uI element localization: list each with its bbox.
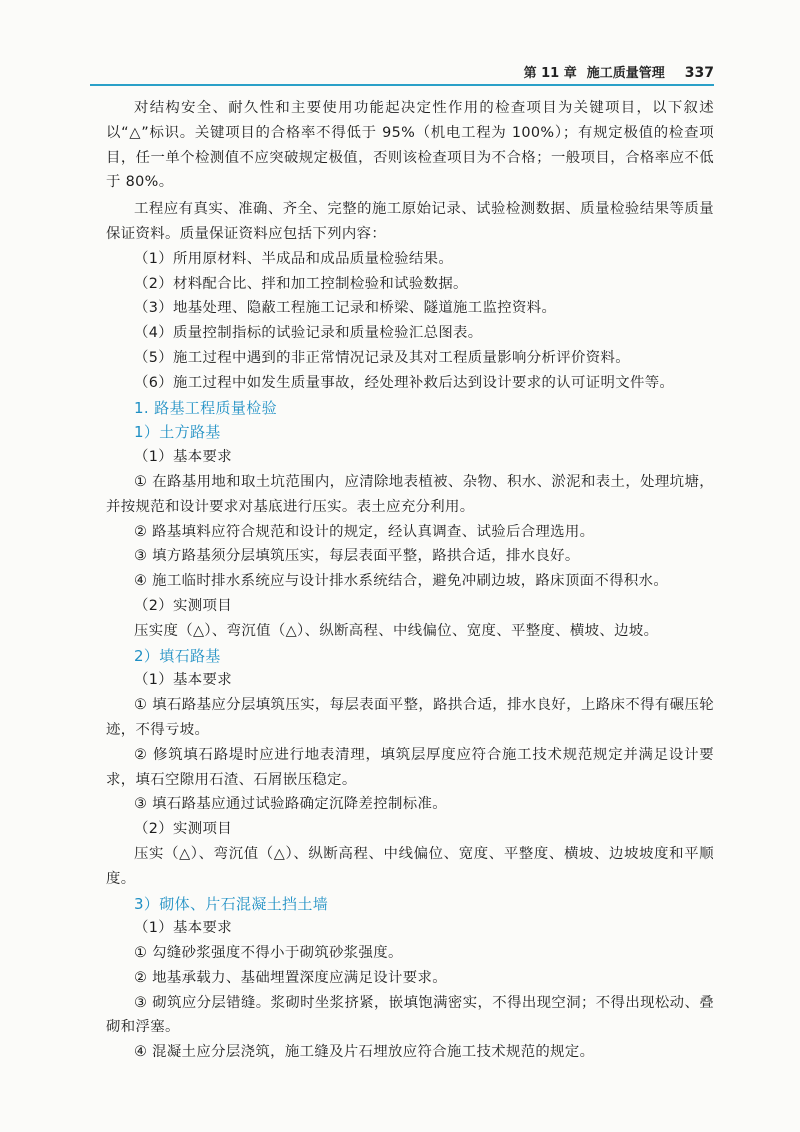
chapter-label: 第 11 章: [523, 66, 577, 81]
list-item: （4）质量控制指标的试验记录和质量检验汇总图表。: [134, 325, 483, 342]
section-heading: 1. 路基工程质量检验: [134, 398, 277, 417]
page-body: [106, 96, 714, 1065]
basic-requirements-label: （1）基本要求: [134, 672, 232, 689]
basic-requirements-label: （1）基本要求: [134, 920, 232, 937]
measured-items-text: 压实（△）、弯沉值（△）、纵断高程、中线偏位、宽度、平整度、横坡、边坡坡度和平顺度。: [106, 845, 714, 887]
list-item: ④ 混凝土应分层浇筑，施工缝及片石埋放应符合施工技术规范的规定。: [134, 1044, 595, 1061]
subsection-heading: 1）土方路基: [134, 423, 221, 442]
list-item: ② 路基填料应符合规范和设计的规定，经认真调查、试验后合理选用。: [134, 523, 595, 540]
measured-items-text: 压实度（△）、弯沉值（△）、纵断高程、中线偏位、宽度、平整度、横坡、边坡。: [134, 622, 659, 639]
list-item: ② 地基承载力、基础埋置深度应满足设计要求。: [134, 969, 447, 986]
paragraph-key-items: 对结构安全、耐久性和主要使用功能起决定性作用的检查项目为关键项目，以下叙述以“△”标识。关键项目的合格率不得低于 95%（机电工程为 100%）；有规定极值的检查项目，任一单个检测值不应突破规定极值，否则该检查项目为不合格；一般项目，合格率应不低于 80%。: [106, 100, 714, 191]
basic-requirements-label: （1）基本要求: [134, 449, 232, 466]
list-item: ① 勾缝砂浆强度不得小于砌筑砂浆强度。: [134, 945, 403, 962]
header-rule: [90, 84, 714, 86]
list-item: ① 在路基用地和取土坑范围内，应清除地表植被、杂物、积水、淤泥和表土，处理坑塘，并按规范和设计要求对基底进行压实。表土应充分利用。: [106, 473, 714, 515]
list-item: ② 修筑填石路堤时应进行地表清理，填筑层厚度应符合施工技术规范规定并满足设计要求，填石空隙用石渣、石屑嵌压稳定。: [106, 746, 714, 788]
list-item: （6）施工过程中如发生质量事故，经处理补救后达到设计要求的认可证明文件等。: [134, 374, 675, 391]
measured-items-label: （2）实测项目: [134, 597, 232, 614]
subsection-heading: 3）砌体、片石混凝土挡土墙: [134, 894, 329, 913]
measured-items-label: （2）实测项目: [134, 821, 232, 838]
paragraph-quality-docs: 工程应有真实、准确、齐全、完整的施工原始记录、试验检测数据、质量检验结果等质量保证资料。质量保证资料应包括下列内容：: [106, 201, 714, 242]
list-item: （1）所用原材料、半成品和成品质量检验结果。: [134, 250, 454, 267]
list-item: ③ 砌筑应分层错缝。浆砌时坐浆挤紧，嵌填饱满密实，不得出现空洞；不得出现松动、叠砌和浮塞。: [106, 994, 714, 1036]
header-text: [514, 62, 714, 81]
list-item: ④ 施工临时排水系统应与设计排水系统结合，避免冲刷边坡，路床顶面不得积水。: [134, 573, 669, 590]
page-number: 337: [684, 65, 714, 81]
subsection-heading: 2）填石路基: [134, 646, 221, 665]
list-item: ① 填石路基应分层填筑压实，每层表面平整，路拱合适，排水良好，上路床不得有碾压轮迹，不得亏坡。: [106, 697, 714, 738]
chapter-title: 施工质量管理: [586, 66, 665, 81]
list-item: ③ 填石路基应通过试验路确定沉降差控制标准。: [134, 796, 447, 813]
list-item: （2）材料配合比、拌和加工控制检验和试验数据。: [134, 275, 468, 292]
list-item: ③ 填方路基须分层填筑压实，每层表面平整，路拱合适，排水良好。: [134, 548, 580, 565]
list-item: （3）地基处理、隐蔽工程施工记录和桥梁、隧道施工监控资料。: [134, 300, 557, 317]
list-item: （5）施工过程中遇到的非正常情况记录及其对工程质量影响分析评价资料。: [134, 349, 630, 366]
running-header: [90, 58, 714, 84]
